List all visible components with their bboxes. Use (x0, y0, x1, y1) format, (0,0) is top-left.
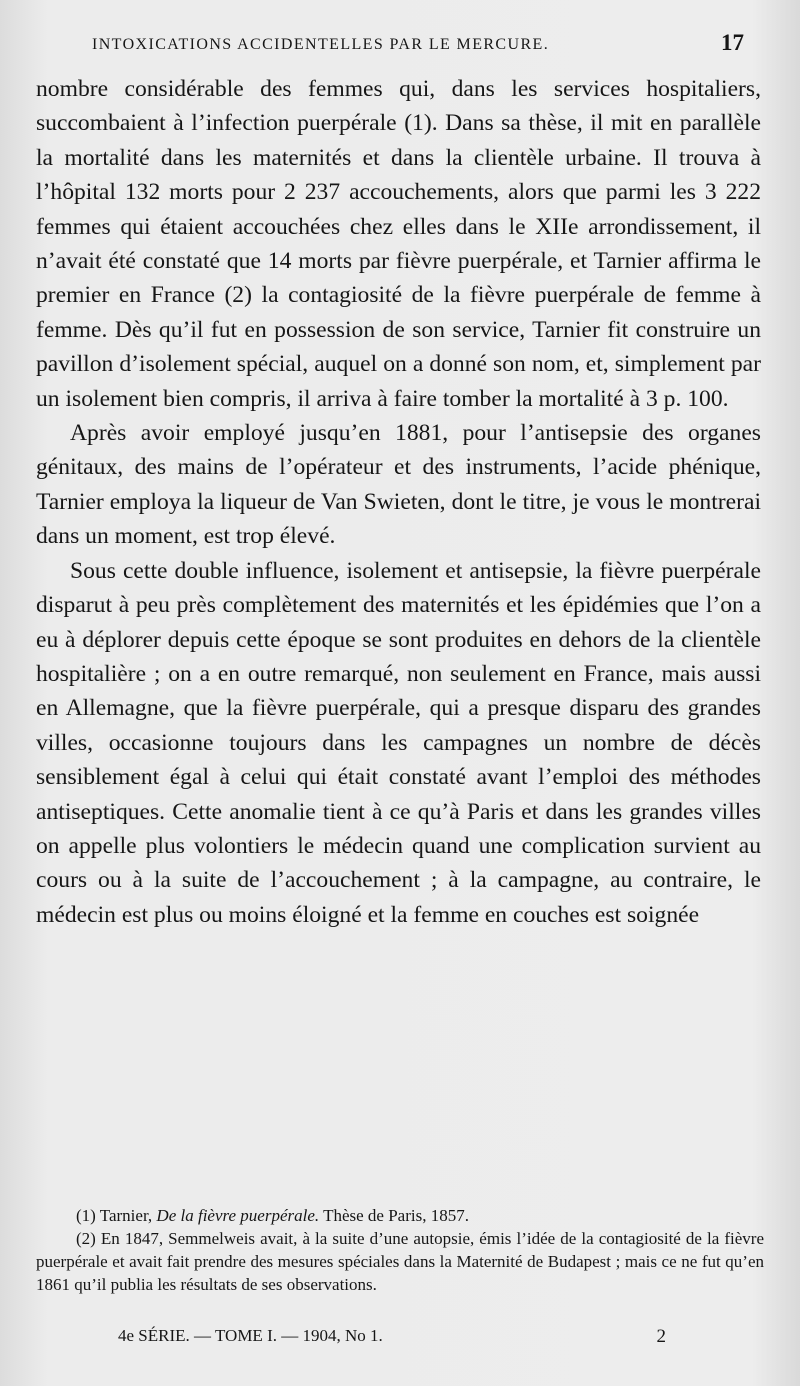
page-footer (118, 1326, 666, 1356)
page-number: 17 (721, 30, 744, 55)
footnote-1-source: Thèse de Paris, 1857. (323, 1206, 469, 1225)
running-head: INTOXICATIONS ACCIDENTELLES PAR LE MERCURE. (92, 36, 550, 53)
footnote-2: (2) En 1847, Semmelweis avait, à la suite d’une autopsie, émis l’idée de la contagiosité de la fièvre puerpérale et avait fait prendre des mesures spéciales dans la Maternité de Budapest ; mais ce ne fut qu’en 1861 qu’il publia les résultats de ses observations. (36, 1229, 764, 1294)
footnote-1 (36, 1204, 764, 1227)
footnote-1-title: De la fièvre puerpérale. (156, 1206, 320, 1225)
paragraph-2: Après avoir employé jusqu’en 1881, pour l’antisepsie des organes génitaux, des mains de l’opérateur et des instruments, l’acide phénique, Tarnier employa la liqueur de Van Swieten, dont le titre, je vous le montrerai dans un moment, est trop élevé. (36, 420, 761, 550)
page-header (92, 30, 744, 66)
body-text (36, 72, 761, 932)
footnote-1-author: (1) Tarnier, (76, 1206, 153, 1225)
series-line: 4e SÉRIE. — TOME I. — 1904, No 1. (118, 1326, 383, 1345)
footnotes (36, 1204, 764, 1296)
paragraph-1: nombre considérable des femmes qui, dans les services hospitaliers, succombaient à l’infection puerpérale (1). Dans sa thèse, il mit en parallèle la mortalité dans les maternités et dans la clientèle urbaine. Il trouva à l’hôpital 132 morts pour 2 237 accouchements, alors que parmi les 3 222 femmes qui étaient accouchées chez elles dans le XIIe arrondissement, il n’avait été constaté que 14 morts par fièvre puerpérale, et Tarnier affirma le premier en France (2) la contagiosité de la fièvre puerpérale de femme à femme. Dès qu’il fut en possession de son service, Tarnier fit construire un pavillon d’isolement spécial, auquel on a donné son nom, et, simplement par un isolement bien compris, il arriva à faire tomber la mortalité à 3 p. 100. (36, 76, 761, 412)
signature-mark: 2 (656, 1326, 666, 1347)
paragraph-3: Sous cette double influence, isolement et antisepsie, la fièvre puerpérale disparut à peu près complètement des maternités et les épidémies que l’on a eu à déplorer depuis cette époque se sont produites en dehors de la clientèle hospitalière ; on a en outre remarqué, non seulement en France, mais aussi en Allemagne, que la fièvre puerpérale, qui a presque disparu des grandes villes, occasionne toujours dans les campagnes un nombre de décès sensiblement égal à celui qui était constaté avant l’emploi des méthodes antiseptiques. Cette anomalie tient à ce qu’à Paris et dans les grandes villes on appelle plus volontiers le médecin quand une complication survient au cours ou à la suite de l’accouchement ; à la campagne, au contraire, le médecin est plus ou moins éloigné et la femme en couches est soignée (36, 557, 761, 928)
